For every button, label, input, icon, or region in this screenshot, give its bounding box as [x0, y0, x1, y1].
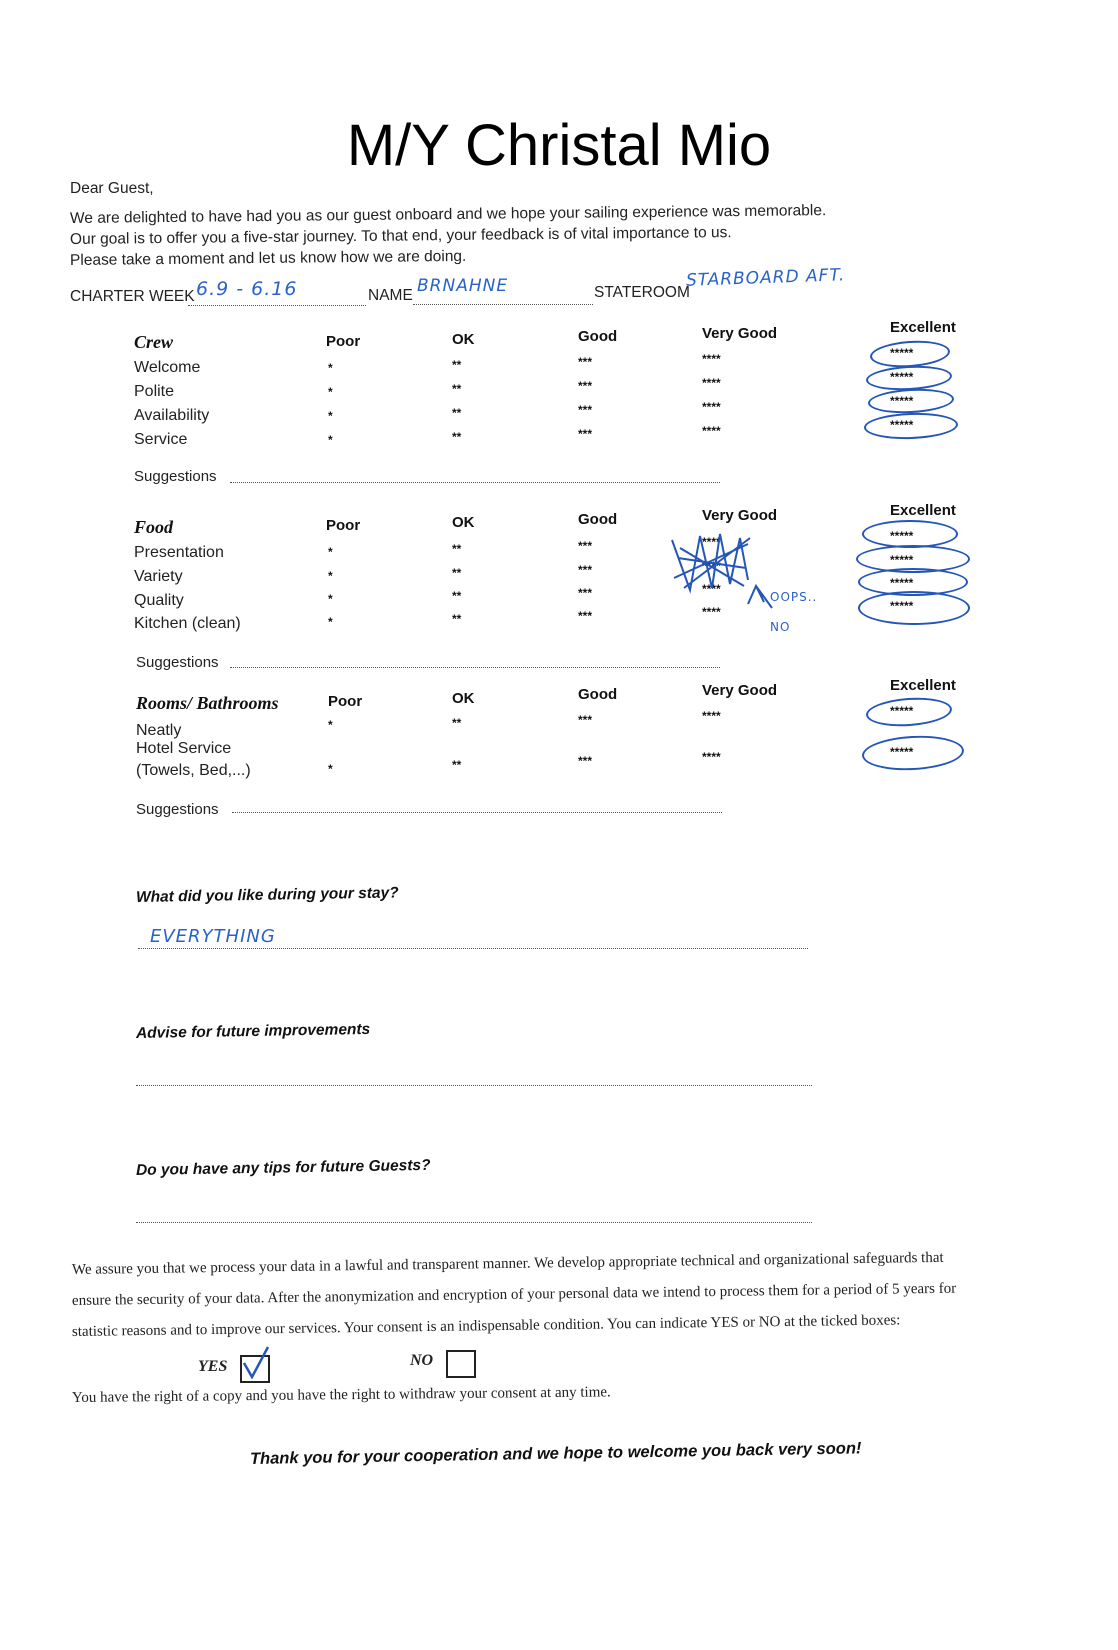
rating-poor[interactable]: * [328, 592, 333, 606]
rating-poor[interactable]: * [328, 409, 333, 423]
col-excellent: Excellent [890, 677, 956, 694]
row-label-welcome: Welcome [134, 359, 201, 376]
rating-very-good[interactable]: **** [702, 400, 721, 414]
rating-good[interactable]: *** [578, 713, 593, 727]
selection-circle [858, 591, 970, 625]
check-mark-icon [240, 1345, 270, 1379]
rating-excellent[interactable]: ***** [890, 418, 914, 432]
suggestions-field-food[interactable] [230, 653, 720, 668]
question-improvements-field[interactable] [136, 1069, 812, 1086]
rating-very-good[interactable]: **** [702, 424, 721, 438]
rating-poor[interactable]: * [328, 718, 333, 732]
rating-very-good[interactable]: **** [702, 709, 721, 723]
col-ok: OK [452, 331, 475, 348]
rating-good[interactable]: *** [578, 403, 593, 417]
row-label-service: Service [134, 431, 188, 448]
rating-very-good[interactable]: **** [702, 750, 721, 764]
question-liked-field[interactable] [138, 926, 808, 949]
col-excellent: Excellent [890, 502, 956, 519]
row-label-hotel-service: Hotel Service [136, 740, 232, 757]
selection-circle [861, 733, 965, 772]
col-poor: Poor [326, 333, 361, 350]
consent-yes-checkbox[interactable] [240, 1355, 270, 1383]
row-label-towels-bed: (Towels, Bed,...) [136, 762, 251, 779]
rating-excellent[interactable]: ***** [890, 745, 914, 759]
col-excellent: Excellent [890, 319, 956, 336]
consent-rights-text: You have the right of a copy and you have the right to withdraw your consent at any time. [71, 1384, 611, 1406]
rating-good[interactable]: *** [578, 427, 593, 441]
stateroom-value: STARBOARD AFT. [685, 265, 846, 291]
question-liked-label: What did you like during your stay? [135, 884, 399, 906]
rating-ok[interactable]: ** [452, 758, 462, 772]
col-very-good: Very Good [702, 682, 778, 699]
col-good: Good [578, 328, 618, 345]
section-title-crew: Crew [134, 332, 174, 352]
annotation-no: NO [770, 620, 791, 634]
rating-good[interactable]: *** [578, 586, 593, 600]
rating-very-good[interactable]: **** [702, 605, 721, 619]
rating-excellent[interactable]: ***** [890, 394, 914, 408]
rating-good[interactable]: *** [578, 609, 593, 623]
col-very-good: Very Good [702, 325, 778, 342]
row-label-quality: Quality [134, 592, 184, 609]
rating-poor[interactable]: * [328, 433, 333, 447]
consent-no-checkbox[interactable] [446, 1350, 476, 1378]
rating-very-good[interactable]: **** [702, 559, 721, 573]
consent-no-label: NO [410, 1352, 434, 1369]
intro-line-2: Our goal is to offer you a five-star journey. To that end, your feedback is of vital importance to us. [69, 224, 732, 248]
rating-poor[interactable]: * [328, 361, 333, 375]
rating-good[interactable]: *** [578, 355, 593, 369]
rating-ok[interactable]: ** [452, 382, 462, 396]
rating-ok[interactable]: ** [452, 589, 462, 603]
suggestions-label-rooms: Suggestions [136, 801, 219, 818]
rating-poor[interactable]: * [328, 385, 333, 399]
intro-line-3: Please take a moment and let us know how we are doing. [69, 247, 467, 269]
rating-good[interactable]: *** [578, 754, 593, 768]
question-tips-field[interactable] [136, 1206, 812, 1223]
name-field[interactable] [413, 276, 593, 305]
rating-ok[interactable]: ** [452, 358, 462, 372]
annotation-oops: OOPS.. [770, 590, 818, 604]
question-improvements-label: Advise for future improvements [135, 1020, 371, 1042]
rating-excellent[interactable]: ***** [890, 704, 914, 718]
rating-very-good[interactable]: **** [702, 376, 721, 390]
charter-week-field[interactable] [188, 278, 366, 306]
rating-good[interactable]: *** [578, 563, 593, 577]
suggestions-label-food: Suggestions [136, 654, 219, 671]
row-label-variety: Variety [134, 568, 183, 585]
col-poor: Poor [326, 517, 361, 534]
col-ok: OK [452, 690, 475, 707]
charter-week-label: CHARTER WEEK [70, 288, 195, 305]
rating-excellent[interactable]: ***** [890, 529, 914, 543]
rating-excellent[interactable]: ***** [890, 576, 914, 590]
rating-very-good[interactable]: **** [702, 352, 721, 366]
rating-ok[interactable]: ** [452, 612, 462, 626]
rating-poor[interactable]: * [328, 569, 333, 583]
rating-good[interactable]: *** [578, 379, 593, 393]
col-poor: Poor [328, 693, 363, 710]
stateroom-field[interactable] [685, 265, 866, 291]
rating-poor[interactable]: * [328, 762, 333, 776]
selection-circle [865, 364, 952, 392]
suggestions-field-rooms[interactable] [232, 798, 722, 813]
selection-circle [867, 387, 954, 415]
row-label-presentation: Presentation [134, 544, 224, 561]
question-liked-answer: EVERYTHING [150, 926, 276, 947]
col-ok: OK [452, 514, 475, 531]
charter-week-value: 6.9 - 6.16 [196, 278, 298, 300]
consent-text-line-2: ensure the security of your data. After the anonymization and encryption of your personal data we intend to process them for a period of 5 years for [71, 1280, 957, 1309]
rating-very-good[interactable]: **** [702, 582, 721, 596]
document-title: M/Y Christal Mio [346, 113, 772, 178]
rating-excellent[interactable]: ***** [890, 553, 914, 567]
name-label: NAME [368, 287, 413, 304]
rating-excellent[interactable]: ***** [890, 346, 914, 360]
question-tips-label: Do you have any tips for future Guests? [135, 1156, 431, 1179]
closing-text: Thank you for your cooperation and we hope to welcome you back very soon! [249, 1439, 862, 1468]
rating-very-good[interactable]: **** [702, 535, 721, 549]
selection-circle [864, 411, 959, 440]
consent-yes-label: YES [198, 1358, 228, 1375]
consent-text-line-3: statistic reasons and to improve our services. Your consent is an indispensable condition. You can indicate YES or NO at the ticked boxes: [71, 1312, 901, 1340]
name-value: BRNAHNE [417, 276, 509, 296]
rating-ok[interactable]: ** [452, 406, 462, 420]
section-title-rooms: Rooms/ Bathrooms [136, 693, 279, 713]
row-label-neatly: Neatly [136, 722, 182, 739]
row-label-polite: Polite [134, 383, 175, 400]
rating-excellent[interactable]: ***** [890, 370, 914, 384]
rating-ok[interactable]: ** [452, 566, 462, 580]
selection-circle [865, 695, 953, 729]
intro-line-1: We are delighted to have had you as our guest onboard and we hope your sailing experience was memorable. [69, 202, 827, 227]
rating-excellent[interactable]: ***** [890, 599, 914, 613]
greeting: Dear Guest, [70, 180, 154, 197]
consent-text-line-1: We assure you that we process your data in a lawful and transparent manner. We develop appropriate technical and organizational safeguards that [71, 1249, 944, 1278]
selection-circle [862, 520, 958, 548]
rating-good[interactable]: *** [578, 539, 593, 553]
col-good: Good [578, 686, 618, 703]
scribble-correction [660, 518, 830, 643]
row-label-availability: Availability [134, 407, 210, 424]
rating-ok[interactable]: ** [452, 716, 462, 730]
suggestions-label-crew: Suggestions [134, 468, 217, 485]
rating-ok[interactable]: ** [452, 542, 462, 556]
section-title-food: Food [134, 517, 174, 537]
stateroom-label: STATEROOM [594, 284, 690, 301]
col-very-good: Very Good [702, 507, 778, 524]
row-label-kitchen: Kitchen (clean) [134, 615, 241, 632]
col-good: Good [578, 511, 618, 528]
suggestions-field-crew[interactable] [230, 468, 720, 483]
rating-ok[interactable]: ** [452, 430, 462, 444]
rating-poor[interactable]: * [328, 615, 333, 629]
rating-poor[interactable]: * [328, 545, 333, 559]
